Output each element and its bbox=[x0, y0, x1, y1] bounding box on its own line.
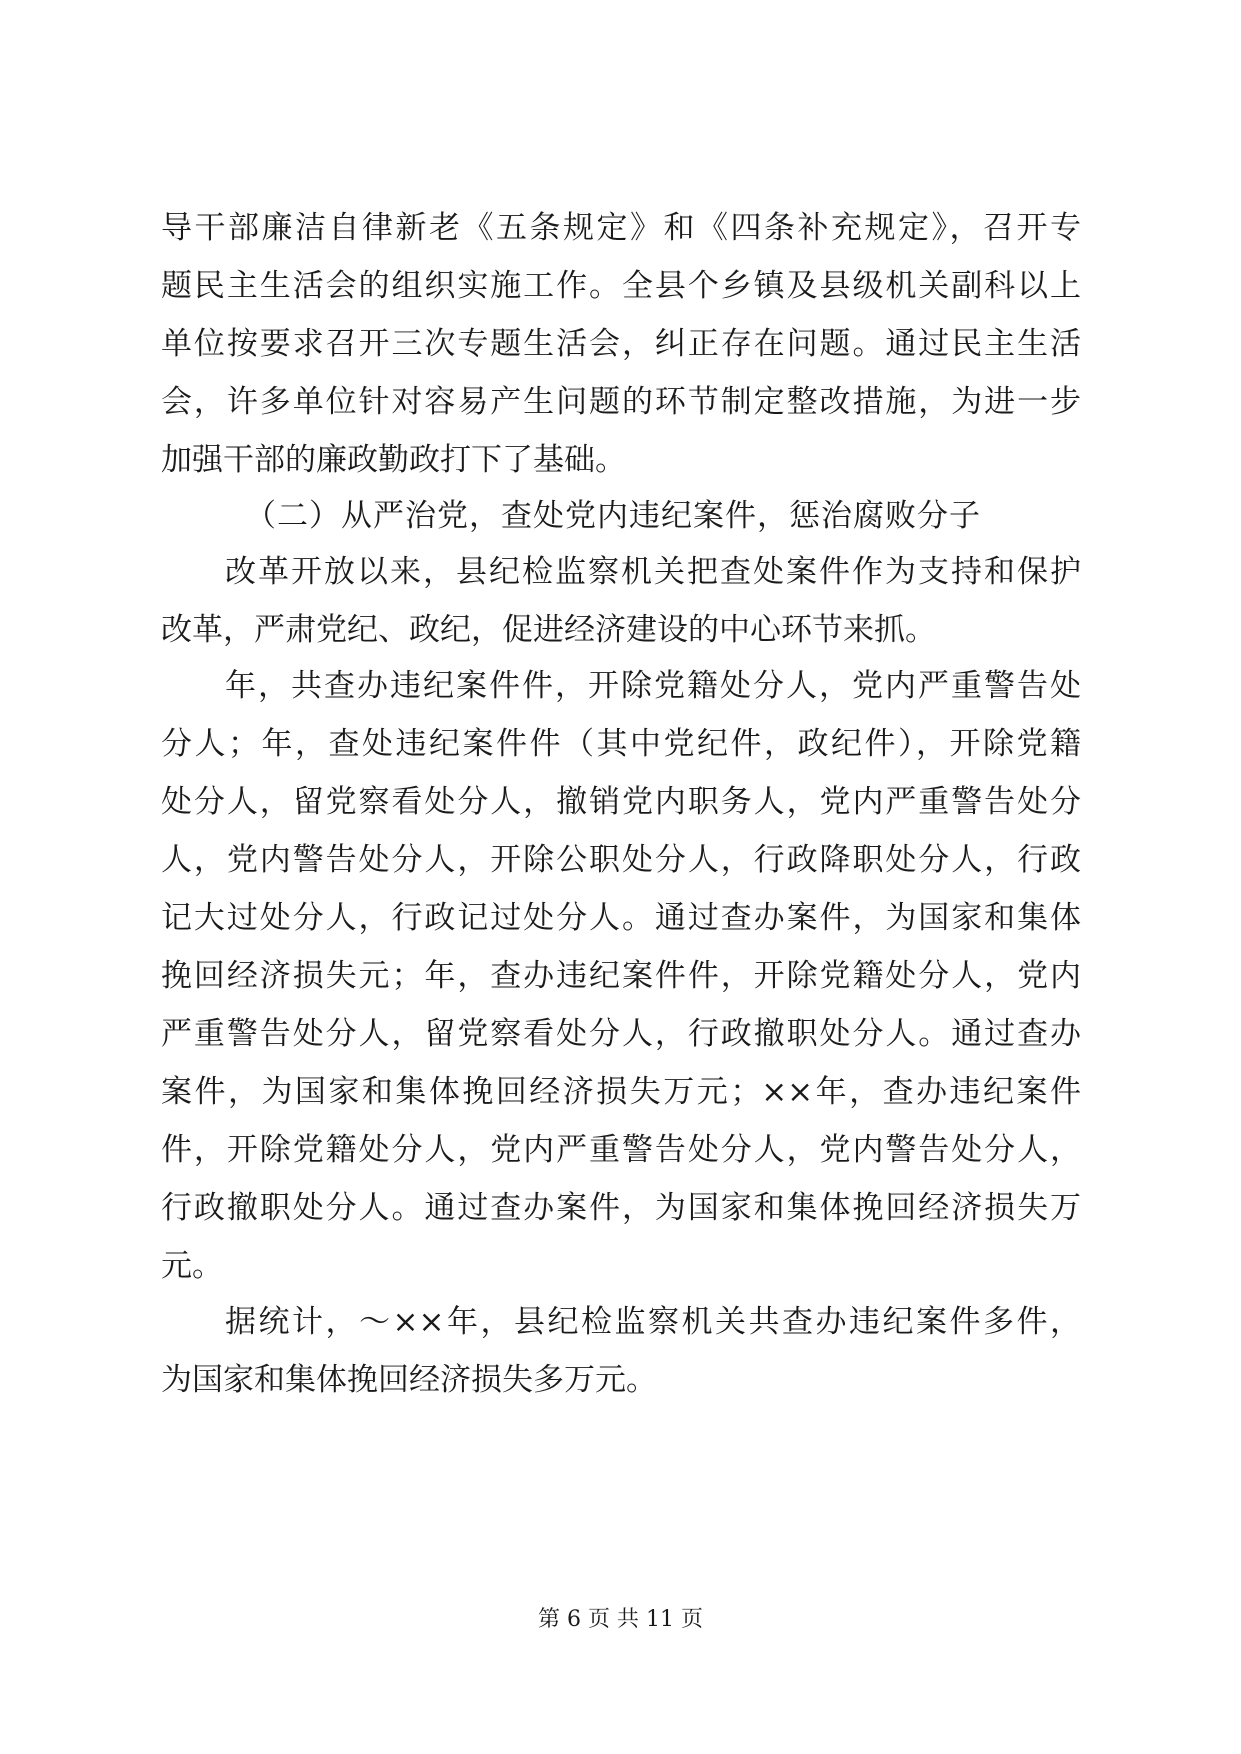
paragraph-line: 导干部廉洁自律新老《五条规定》和《四条补充规定》，召开专 bbox=[161, 210, 1081, 246]
paragraph-line: 挽回经济损失元；年，查办违纪案件件，开除党籍处分人，党内 bbox=[161, 958, 1081, 994]
paragraph-line: 案件，为国家和集体挽回经济损失万元；××年，查办违纪案件 bbox=[161, 1074, 1081, 1110]
paragraph-line: 题民主生活会的组织实施工作。全县个乡镇及县级机关副科以上 bbox=[161, 268, 1081, 304]
page-number: 第 6 页 共 11 页 bbox=[538, 1607, 703, 1632]
paragraph-line: 改革开放以来，县纪检监察机关把查处案件作为支持和保护 bbox=[225, 554, 1081, 590]
paragraph-line: 记大过处分人，行政记过处分人。通过查办案件，为国家和集体 bbox=[161, 900, 1081, 936]
paragraph-line: 行政撤职处分人。通过查办案件，为国家和集体挽回经济损失万 bbox=[161, 1190, 1081, 1226]
paragraph-line: 年，共查办违纪案件件，开除党籍处分人，党内严重警告处 bbox=[225, 668, 1081, 704]
paragraph-line: 加强干部的廉政勤政打下了基础。 bbox=[161, 442, 626, 478]
paragraph-line: 元。 bbox=[161, 1248, 223, 1284]
paragraph-line: 单位按要求召开三次专题生活会，纠正存在问题。通过民主生活 bbox=[161, 326, 1081, 362]
paragraph-line: 处分人，留党察看处分人，撤销党内职务人，党内严重警告处分 bbox=[161, 784, 1081, 820]
paragraph-line: 据统计，～××年，县纪检监察机关共查办违纪案件多件， bbox=[225, 1304, 1081, 1340]
paragraph-line: 严重警告处分人，留党察看处分人，行政撤职处分人。通过查办 bbox=[161, 1016, 1081, 1052]
paragraph-line: 人，党内警告处分人，开除公职处分人，行政降职处分人，行政 bbox=[161, 842, 1081, 878]
paragraph-line: 会，许多单位针对容易产生问题的环节制定整改措施，为进一步 bbox=[161, 384, 1081, 420]
section-heading: （二）从严治党，查处党内违纪案件，惩治腐败分子 bbox=[245, 498, 981, 534]
paragraph-line: 改革，严肃党纪、政纪，促进经济建设的中心环节来抓。 bbox=[161, 612, 936, 648]
paragraph-line: 分人；年，查处违纪案件件（其中党纪件，政纪件），开除党籍 bbox=[161, 726, 1081, 762]
paragraph-line: 件，开除党籍处分人，党内严重警告处分人，党内警告处分人， bbox=[161, 1132, 1081, 1168]
paragraph-line: 为国家和集体挽回经济损失多万元。 bbox=[161, 1362, 657, 1398]
